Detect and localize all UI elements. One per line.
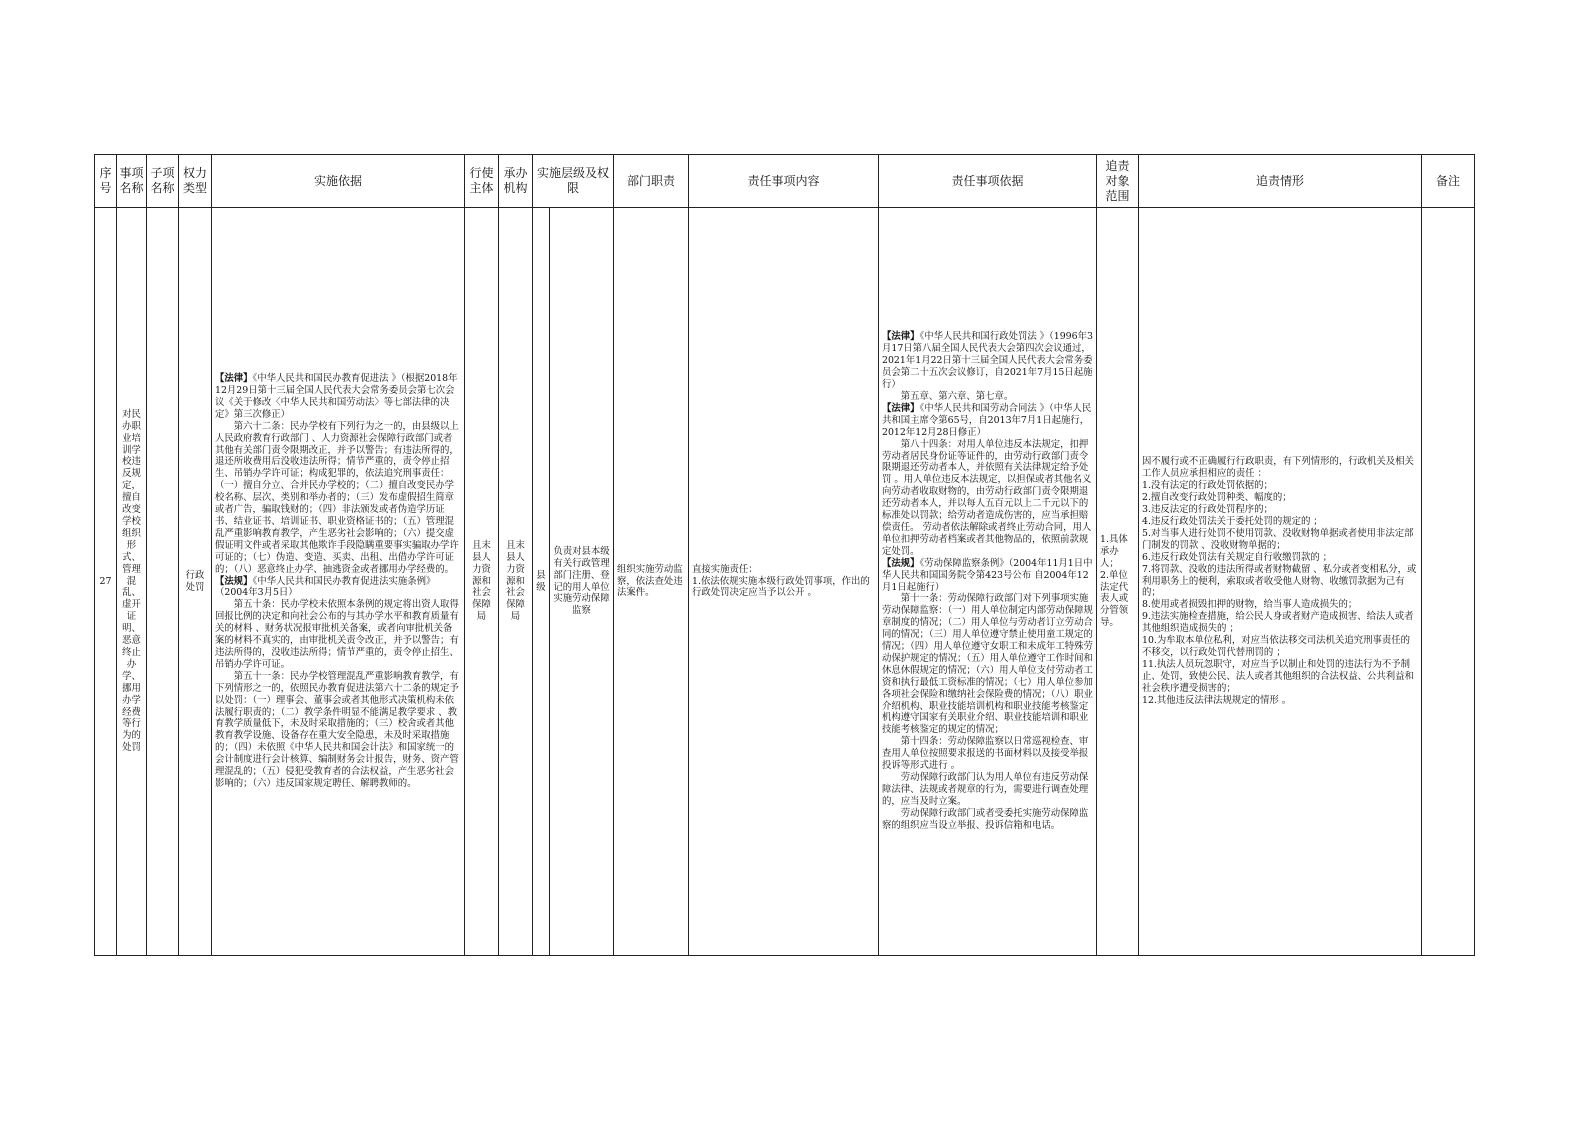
resp-basis-text: 劳动保障行政部门或者受委托实施劳动保障监察的组织应当设立举报、投诉信箱和电话。 [882,807,1089,831]
accountability-case-item: 因不履行或不正确履行行政职责，有下列情形的，行政机关及相关工作人员应承担相应的责任 ： [1142,456,1414,480]
basis-paragraph [215,671,461,790]
cell-level-scope: 负责对县本级有关行政管理部门注册、登记的用人单位实施劳动保障监察 [550,208,614,956]
accountability-case-item: 6.违反行政处罚法有关规定自行收缴罚款的 ； [1142,551,1333,563]
basis-text: 《中华人民共和国民办教育促进法 》（根据2018年12月29日第十三届全国人民代表大会常务委员会第七次会议《关于修改〈中华人民共和国劳动法〉等七部法律的决定》第三次修正） [215,373,458,420]
accountability-case-item: 12.其他违反法律法规规定的情形 。 [1142,694,1292,706]
header-basis: 实施依据 [212,155,465,208]
cell-dept-duty: 组织实施劳动监察，依法查处违法案件。 [614,208,689,956]
resp-basis-paragraph [882,439,1093,558]
resp-basis-text: 劳动保障行政部门认为用人单位有违反劳动保障法律、法规或者规章的行为，需要进行调查处理的，应当及时立案。 [882,772,1089,807]
cell-remarks [1422,208,1475,956]
resp-basis-paragraph [882,391,1093,403]
header-resp-content: 责任事项内容 [689,155,879,208]
cell-resp-basis [879,208,1097,956]
power-list-table [94,154,1475,956]
resp-basis-text: 第十一条：劳动保障行政部门对下列事项实施劳动保障监察：（一）用人单位制定内部劳动保障规章制度的情况；（二）用人单位与劳动者订立劳动合同的情况；（三）用人单位遵守禁止使用童工规定的情况；（四）用人单位遵守女职工和未成年工特殊劳动保护规定的情况；（五）用人单位遵守工作时间和休息休假规定的情况；（六）用人单位支付劳动者工资和执行最低工资标准的情况；（七）用人单位参加各项社会保险和缴纳社会保险费的情况；（八）职业介绍机构、职业技能培训机构和职业技能考核鉴定机构遵守国家有关职业介绍、职业技能培训和职业技能考核鉴定的规定的情况； [882,593,1093,736]
cell-accountability-scope [1097,208,1139,956]
resp-content-line: 1.依法依规实施本级行政处罚事项，作出的行政处罚决定应当予以公开 。 [692,575,870,599]
header-undertaker: 承办机构 [499,155,533,208]
resp-basis-paragraph [882,331,1093,391]
accountability-case-item: 9.违法实施检查措施，给公民人身或者财产造成损害、给法人或者其他组织造成损失的 ； [1142,611,1414,635]
basis-text: 《中华人民共和国民办教育促进法实施条例》（2004年3月5日） [215,575,436,599]
basis-paragraph [215,576,461,600]
accountability-case-item: 3.违反法定的行政处罚程序的； [1142,504,1273,516]
header-dept-duty: 部门职责 [614,155,689,208]
header-power-type: 权力类型 [179,155,212,208]
header-remarks: 备注 [1422,155,1475,208]
cell-power-type: 行政处罚 [179,208,212,956]
resp-basis-category-tag: 【法律】 [882,402,920,414]
resp-basis-text: 第八十四条：对用人单位违反本法规定，扣押劳动者居民身份证等证件的，由劳动行政部门责令限期退还劳动者本人，并依照有关法律规定给予处罚 。用人单位违反本法规定，以担保或者其他名义向劳动者收取财物的，由劳动行政部门责令限期退还劳动者本人，并以每人五百元以上二千元以下的标准处以罚款；给劳动者造成伤害的，应当承担赔偿责任。 劳动者依法解除或者终止劳动合同，用人单位扣押劳动者档案或者其他物品的，依照前款规定处罚。 [882,438,1092,557]
resp-basis-paragraph [882,403,1093,439]
accountability-scope-item: 1.具体承办人； [1100,533,1128,569]
resp-basis-paragraph [882,558,1093,594]
basis-paragraph [215,421,461,576]
accountability-case-item: 11.执法人员玩忽职守，对应当予以制止和处罚的违法行为不予制止、处罚，致使公民、法人或者其他组织的合法权益、公共利益和社会秩序遭受损害的； [1142,658,1414,694]
accountability-case-item: 4.违反行政处罚法关于委托处罚的规定的 ； [1142,516,1323,528]
cell-accountability-cases [1139,208,1422,956]
resp-basis-text: 第十四条：劳动保障监察以日常巡视检查、审查用人单位按照要求报送的书面材料以及接受举报投诉等形式进行 。 [882,736,1089,772]
resp-basis-category-tag: 【法规】 [882,557,920,569]
cell-basis [212,208,465,956]
cell-resp-content [689,208,879,956]
resp-basis-paragraph [882,808,1093,832]
resp-content-line: 直接实施责任： [692,563,758,575]
header-subject: 行使主体 [465,155,499,208]
table-row [95,208,1475,956]
basis-category-tag: 【法律】 [215,373,253,385]
cell-subject: 且末县人力资源和社会保障局 [465,208,499,956]
accountability-case-item: 1.没有法定的行政处罚依据的； [1142,480,1273,492]
cell-sub-item-name [147,208,179,956]
basis-paragraph [215,599,461,670]
basis-category-tag: 【法规】 [215,575,253,587]
accountability-case-item: 10.为牟取本单位私利，对应当依法移交司法机关追究刑事责任的不移交，以行政处罚代替刑罚的 ； [1142,635,1411,658]
resp-basis-paragraph [882,772,1093,808]
resp-basis-text: 第五章、第六章、第七章。 [882,391,1014,402]
basis-text: 第五十条：民办学校未依照本条例的规定将出资人取得回报比例的决定和向社会公布的与其办学水平和教育质量有关的材料 、财务状况报审批机关备案，或者向审批机关备案的材料不真实的，由审批机关责令改正，并予以警告；有违法所得的，没收违法所得；情节严重的，责令停止招生、吊销办学许可证。 [215,599,459,670]
header-accountability-cases: 追责情形 [1139,155,1422,208]
cell-seq: 27 [95,208,117,956]
basis-paragraph [215,373,461,421]
resp-basis-paragraph [882,593,1093,736]
resp-basis-category-tag: 【法律】 [882,331,920,343]
cell-undertaker: 且末县人力资源和社会保障局 [499,208,533,956]
resp-basis-text: 《中华人民共和国劳动合同法 》（中华人民共和国主席令第65号，自2013年7月1日起施行，2012年12月28日修正） [882,402,1092,438]
resp-basis-paragraph [882,736,1093,772]
basis-text: 第五十一条：民办学校管理混乱严重影响教育教学，有下列情形之一的，依照民办教育促进法第六十二条的规定予以处罚：（一）理事会、董事会或者其他形式决策机构未依法履行职责的；（二）教学条件明显不能满足教学要求 、教育教学质量低下，未及时采取措施的；（三）校舍或者其他教育教学设施、设备存在重大安全隐患，未及时采取措施的；（四）未依照《中华人民共和国会计法》和国家统一的会计制度进行会计核算、编制财务会计报告，财务、资产管理混乱的；（五）侵犯受教育者的合法权益，产生恶劣社会影响的；（六）违反国家规定聘任、解聘教师的。 [215,670,459,789]
accountability-case-item: 5.对当事人进行处罚不使用罚款、没收财物单据或者使用非法定部门制发的罚款 、没收财物单据的； [1142,527,1414,551]
accountability-case-item: 2.擅自改变行政处罚种类、幅度的； [1142,492,1292,504]
resp-basis-text: 《劳动保障监察条例》（2004年11月1日中华人民共和国国务院令第423号公布 自2004年12月1日起施行） [882,557,1093,593]
header-accountability-scope: 追责对象范围 [1097,155,1139,208]
header-item-name: 事项名称 [117,155,147,208]
header-resp-basis: 责任事项依据 [879,155,1097,208]
accountability-case-item: 7.将罚款、没收的违法所得或者财物截留 、私分或者变相私分，或利用职务上的便利，索取或者收受他人财物、收缴罚款据为己有的； [1142,563,1417,599]
header-row [95,155,1475,208]
cell-item-name: 对民办职业培训学校违反规定，擅自改变学校组织形式、管理混乱、虚开证明、恶意终止办学、挪用办学经费等行为的处罚 [117,208,147,956]
cell-level-tier: 县级 [533,208,550,956]
basis-text: 第六十二条：民办学校有下列行为之一的，由县级以上人民政府教育行政部门 、人力资源社会保障行政部门或者其他有关部门责令限期改正，并予以警告；有违法所得的，退还所收费用后没收违法所得；情节严重的，责令停止招生、吊销办学许可证；构成犯罪的，依法追究刑事责任：（一）擅自分立、合并民办学校的；（二）擅自改变民办学校名称、层次、类别和举办者的；（三）发布虚假招生简章或者广告，骗取钱财的；（四）非法颁发或者伪造学历证书、结业证书、培训证书、职业资格证书的；（五）管理混乱严重影响教育教学，产生恶劣社会影响的；（六）提交虚假证明文件或者采取其他欺诈手段隐瞒重要事实骗取办学许可证的；（七）伪造、变造、买卖、出租、出借办学许可证的；（八）恶意终止办学、抽逃资金或者挪用办学经费的。 [215,420,459,575]
accountability-case-item: 8.使用或者损毁扣押的财物，给当事人造成损失的； [1142,599,1358,611]
header-level: 实施层级及权限 [533,155,614,208]
accountability-scope-item: 2.单位法定代表人或分管领导。 [1100,569,1129,629]
header-seq: 序号 [95,155,117,208]
resp-basis-text: 《中华人民共和国行政处罚法 》（1996年3月17日第八届全国人民代表大会第四次会议通过，2021年1月22日第十三届全国人民代表大会常务委员会第二十五次会议修订，自2021年7月15日起施行） [882,331,1093,391]
header-sub-item-name: 子项名称 [147,155,179,208]
